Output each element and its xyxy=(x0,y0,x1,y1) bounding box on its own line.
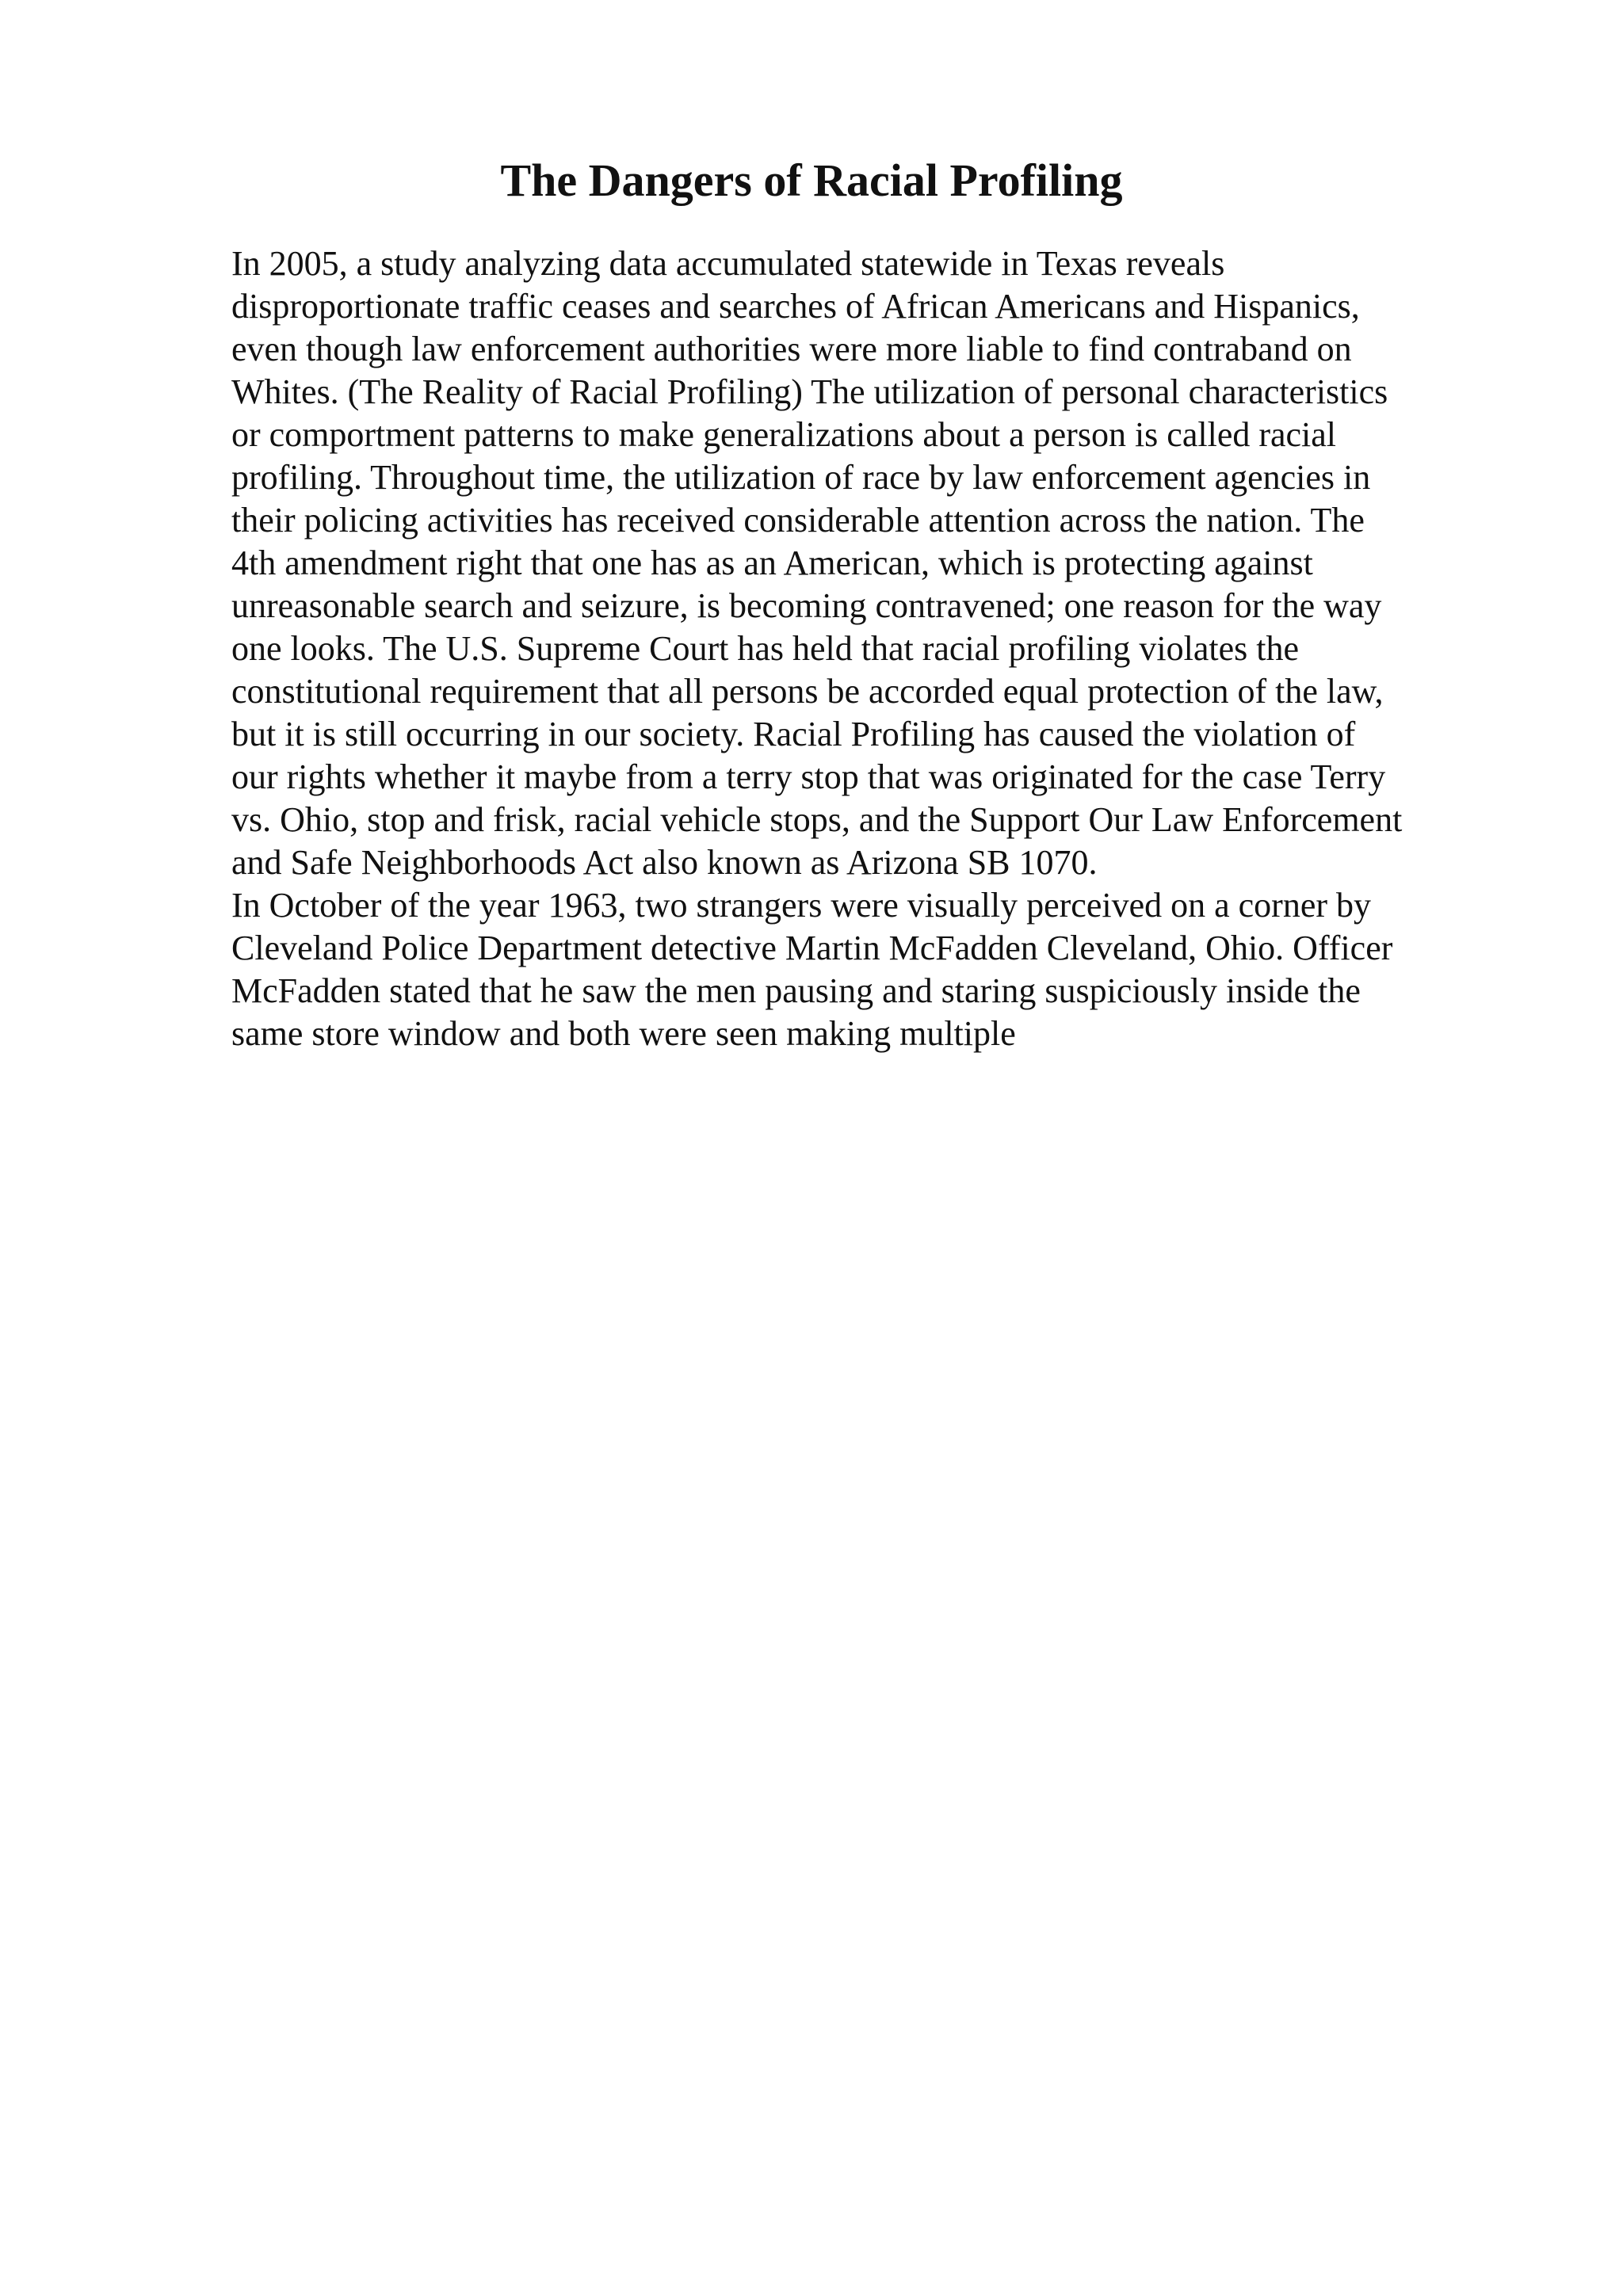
body-line: same store window and both were seen making multiple xyxy=(231,1014,1016,1053)
document-title: The Dangers of Racial Profiling xyxy=(500,154,1123,206)
body-line: their policing activities has received considerable attention across the nation. The xyxy=(231,501,1365,540)
body-line: Cleveland Police Department detective Martin McFadden Cleveland, Ohio. Officer xyxy=(231,929,1393,967)
body-line: our rights whether it maybe from a terry stop that was originated for the case Terry xyxy=(231,757,1386,796)
body-line: disproportionate traffic ceases and searches of African Americans and Hispanics, xyxy=(231,287,1360,326)
document-body xyxy=(231,242,1515,1055)
body-line: Whites. (The Reality of Racial Profiling) The utilization of personal characteristics xyxy=(231,372,1388,411)
body-line: McFadden stated that he saw the men pausing and staring suspiciously inside the xyxy=(231,971,1361,1010)
body-line: vs. Ohio, stop and frisk, racial vehicle stops, and the Support Our Law Enforcement xyxy=(231,800,1403,839)
body-line: unreasonable search and seizure, is becoming contravened; one reason for the way xyxy=(231,586,1382,625)
body-line: profiling. Throughout time, the utilization of race by law enforcement agencies in xyxy=(231,458,1371,497)
body-line: 4th amendment right that one has as an American, which is protecting against xyxy=(231,543,1313,582)
body-line: or comportment patterns to make generalizations about a person is called racial xyxy=(231,415,1337,454)
body-line: one looks. The U.S. Supreme Court has held that racial profiling violates the xyxy=(231,629,1300,668)
body-line: but it is still occurring in our society. Racial Profiling has caused the violation of xyxy=(231,715,1356,753)
body-line: In October of the year 1963, two strangers were visually perceived on a corner by xyxy=(231,886,1372,925)
body-line: constitutional requirement that all persons be accorded equal protection of the law, xyxy=(231,672,1384,711)
body-line: In 2005, a study analyzing data accumulated statewide in Texas reveals xyxy=(231,244,1225,283)
body-line: and Safe Neighborhoods Act also known as Arizona SB 1070. xyxy=(231,843,1098,882)
body-line: even though law enforcement authorities were more liable to find contraband on xyxy=(231,330,1352,368)
